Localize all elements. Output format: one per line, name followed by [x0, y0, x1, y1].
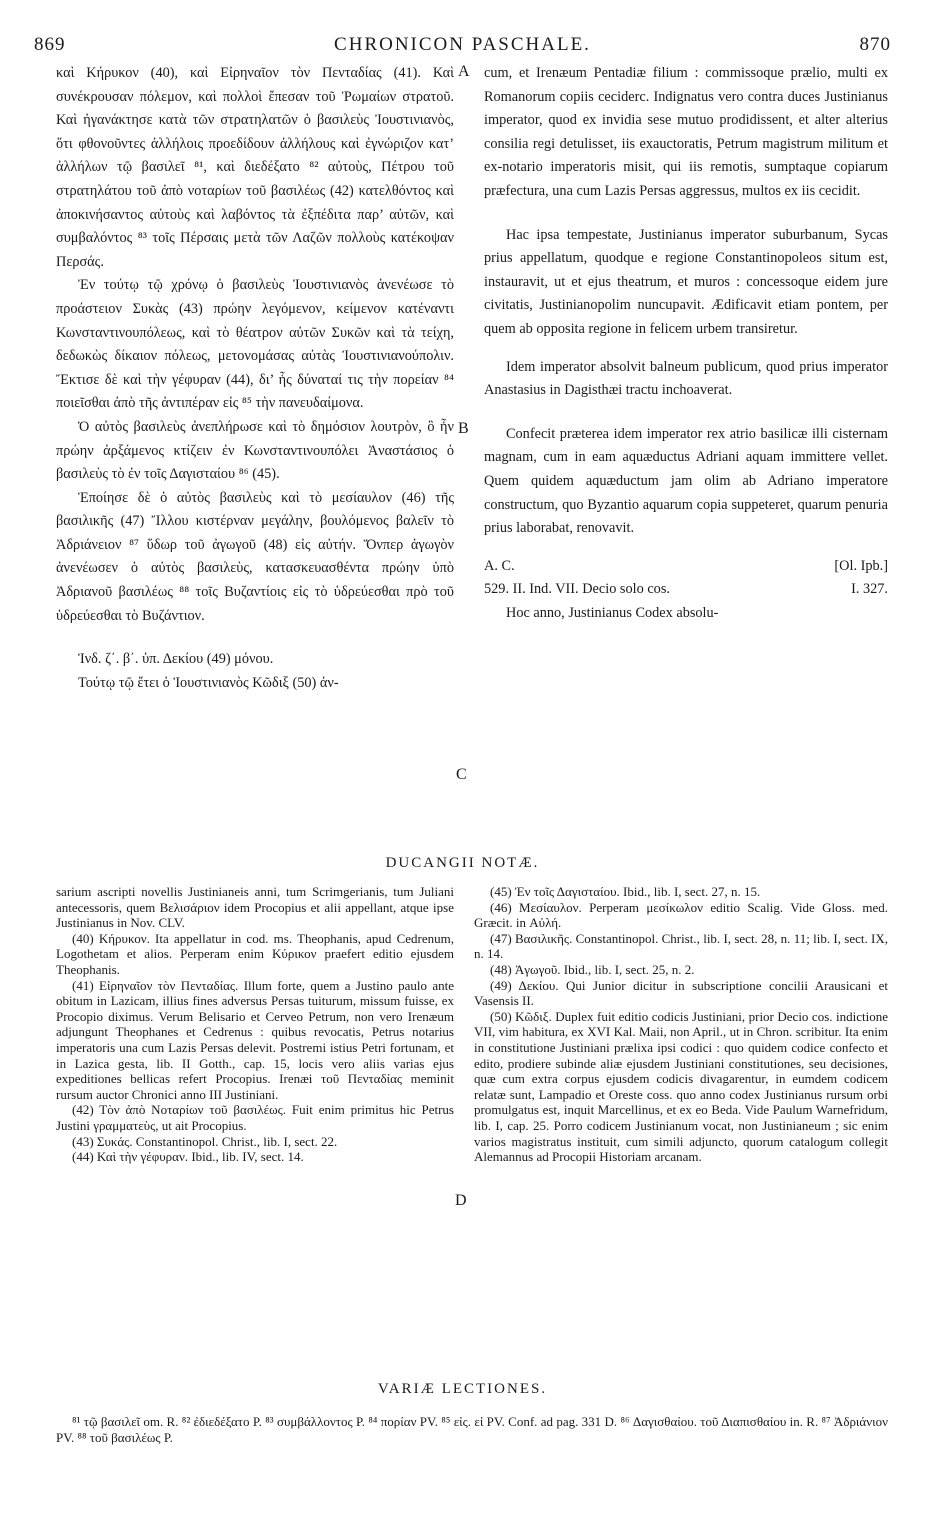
page-number-left: 869 [34, 34, 66, 55]
note-entry: (46) Μεσίαυλον. Perperam μεσίκωλον editio Scalig. Vide Gloss. med. Græcit. in Αὐλή. [474, 899, 888, 931]
note-entry: (47) Βασιλικῆς. Constantinopol. Christ., lib. I, sect. 28, n. 11; lib. I, sect. IX, n. 14. [474, 930, 888, 962]
date-olympiad-entry: I. 327. [851, 581, 888, 598]
note-entry: (45) Ἐν τοῖς Δαγισταίου. Ibid., lib. I, sect. 27, n. 15. [490, 884, 761, 899]
greek-date-line: Ἰνδ. ζ΄. β΄. ὑπ. Δεκίου (49) μόνου. [78, 651, 274, 668]
margin-marker-a: A [458, 63, 470, 80]
latin-paragraph: Confecit præterea idem imperator rex atrio basilicæ illi cisternam magnam, cum in eam aquæductus Adriani aquam immittere vellet. Quem quidem aquæductum jam olim ab Adriano imperatore constructum, quo Byzantio aquarum copia suppeteret, quarum penuria prius laborabat, renovavit. [484, 425, 888, 537]
greek-paragraph: Ἐποίησε δὲ ὁ αὐτὸς βασιλεὺς καὶ τὸ μεσίαυλον (46) τῆς βασιλικῆς (47) Ἴλλου κιστέρναν μεγάλην, βουλόμενος βαλεῖν τὸ Ἀδριάνειον ⁸⁷ ὕδωρ τοῦ ἀγωγοῦ (48) εἰς αὐτήν. Ὅνπερ ἀγωγὸν ἀνενέωσεν ὁ αὐτὸς βασιλεὺς, κατασκευασθέντα πρώην ὑπὸ Ἀδριανοῦ βασιλέως ⁸⁸ τοῖς Βυζαντίοις εἰς τὸ ὑδρεύεσθαι πρὸ τοῦ ὑδρεύεσθαι τὸ Βυζάντιον. [56, 489, 454, 624]
note-entry: (43) Συκάς. Constantinopol. Christ., lib. I, sect. 22. [72, 1133, 338, 1149]
note-entry: (44) Καὶ τὴν γέφυραν. Ibid., lib. IV, sect. 14. [72, 1149, 304, 1165]
greek-paragraph: Ἐν τούτῳ τῷ χρόνῳ ὁ βασιλεὺς Ἰουστινιανὸς ἀνενέωσε τὸ προάστειον Συκὰς (43) πρώην λεγόμενον, κείμενον κατέναντι Κωνσταντινουπόλεως, καὶ τὸ θέατρον αὐτῶν Συκῶν καὶ τὰ τείχη, δεδωκὼς δίκαιον πόλεως, μετονομάσας αὐτὰς Ἰουστινιανούπολιν. Ἔκτισε δὲ καὶ τὴν γέφυραν (44), δι’ ἧς δύναταί τις τὴν πορείαν ⁸⁴ ποιεῖσθαι ἀπὸ τῆς ἀντιπέραν εἰς ⁸⁵ τὴν πανευδαίμονα. [56, 277, 454, 412]
note-entry: (49) Δεκίου. Qui Junior dicitur in subscriptione concilii Arausicani et Vasensis II. [474, 977, 888, 1009]
running-title: CHRONICON PASCHALE. [334, 34, 591, 55]
margin-marker-d: D [455, 1192, 467, 1209]
variant-readings-text: ⁸¹ τῷ βασιλεῖ om. R. ⁸² ἐδιεδέξατο P. ⁸³ συμβάλλοντος P. ⁸⁴ πορίαν PV. ⁸⁵ εἰς. εἰ PV. Conf. ad pag. 331 D. ⁸⁶ Δαγισθαίου. τοῦ Διαπισθαίου in. R. ⁸⁷ Ἀδριάνιον PV. ⁸⁸ τοῦ βασιλέως P. [56, 1414, 888, 1445]
latin-paragraph: cum, et Irenæum Pentadiæ filium : commissoque prælio, multi ex Romanorum copiis ceciderc. Indignatus vero contra duces Justinianus imperator, quod ex invidia sese mutuo prodidissent, et alter alterius consilia regi detulisset, iis exauctoratis, Petrum magistrum militum et ex-notario imperatoris misit, qui iis remotis, sumptaque copiarum præfectura, una cum Lazis Persas aggressus, multos ex iis cecidit. [484, 65, 888, 199]
latin-paragraph: Hac ipsa tempestate, Justinianus imperator suburbanum, Sycas prius appellatum, quodque e regione Constantinopoleos situm est, instauravit, ut et ejus theatrum, et muros : concessoque eidem jure civitatis, Justinianopolim nuncupavit. Ædificavit etiam pontem, per quem ab opposita regione in felicem urbem transiretur. [484, 226, 888, 337]
latin-paragraph: Hoc anno, Justinianus Codex absolu- [506, 604, 719, 621]
page-number-right: 870 [859, 34, 891, 55]
notes-column-left [56, 884, 454, 1165]
latin-text-column [484, 62, 888, 625]
latin-date-header [484, 555, 888, 579]
note-entry: (40) Κήρυκον. Ita appellatur in cod. ms. Theophanis, apud Cedrenum, Logothetam et alios. Perperam enim Κύρικον praefert editio ejusdem Theophanis. [56, 930, 454, 977]
note-entry: (41) Εἰρηναῖον τὸν Πενταδίας. Illum forte, quem a Justino paulo ante obitum in Lazicam, illius fines adversus Persas tuiturum, missum fuisse, ex Procopio diximus. Verum Belisario et Cerveo Petrum, non vero Irenæum adjungunt Theophanes et Cedrenus : quibus revocatis, Petrus notarius imperatoris una cum Lazis Persas delevit. Postremi istius Petri fortunam, et in Lazica gesta, lib. II Gotth., cap. 15, locis vero aliis varias ejus expeditiones bellicas refert Procopius. Irenæi τοῦ Πενταδίας meminit rursum auctor Chronici anno III Justiniani. [56, 977, 454, 1102]
greek-paragraph: Τούτῳ τῷ ἔτει ὁ Ἰουστινιανὸς Κῶδιξ (50) ἀν- [78, 674, 339, 691]
variant-readings-heading: VARIÆ LECTIONES. [377, 1381, 548, 1397]
note-entry: sarium ascripti novellis Justinianeis anni, tum Scrimgerianis, tum Juliani antecessoris, quem Βελισάριον idem Procopius et alii appellant, atque ipse Justinianus in Nov. CLV. [56, 884, 454, 931]
note-entry: (50) Κῶδιξ. Duplex fuit editio codicis Justiniani, prior Decio cos. indictione VII, vim habitura, ex XVI Kal. Maii, non April., ut in Chron. scribitur. Ita enim in constitutione Justiniani prælixa ipsi codici : quo quidem codice confecto et edito, prodiere subinde aliæ ejusdem Justiniani constitutiones, seu decisiones, quæ cum extra corpus ejusdem codicis divagarentur, in eumdem codicem relatæ sunt, Lampadio et Oreste coss. quo anno codex Justinianus rursum orbi promulgatus est, inquit Marcellinus, et ex eo Beda. Vide Paulum Warnefridum, lib. I, cap. 25. Porro codicem Justinianum vocat, non Justinianeum ; sic enim varios magistratus instituit, cum simili adjuncto, quorum catalogum collegit Alemannus ad Procopii Historiam arcanam. [474, 1008, 888, 1165]
note-entry: (48) Ἀγωγοῦ. Ibid., lib. I, sect. 25, n. 2. [490, 961, 695, 977]
running-header [34, 34, 891, 60]
margin-marker-c: C [456, 766, 467, 783]
variant-readings [56, 1414, 888, 1446]
notes-heading: DUCANGII NOTÆ. [385, 855, 540, 871]
latin-paragraph: Idem imperator absolvit balneum publicum, quod prius imperator Anastasius in Dagisthæi tractu inchoaverat. [484, 358, 888, 399]
notes-column-right [474, 884, 888, 1165]
date-olympiad-label: [Ol. Ipb.] [834, 557, 888, 574]
margin-marker-b: B [458, 420, 469, 437]
note-entry: (42) Τὸν ἀπὸ Νοταρίων τοῦ βασιλέως. Fuit enim primitus hic Petrus Justini γραμματεὺς, ut ait Procopius. [56, 1102, 454, 1133]
latin-date-row [484, 578, 888, 602]
date-year-entry: 529. II. Ind. VII. Decio solo cos. [484, 581, 670, 598]
greek-paragraph: Ὁ αὐτὸς βασιλεὺς ἀνεπλήρωσε καὶ τὸ δημόσιον λουτρὸν, ὃ ἦν πρώην ἀρξάμενος κτίζειν ἐν Κωνσταντινουπόλει Ἀναστάσιος ὁ βασιλεὺς τὸ ἐν τοῖς Δαγισταίου ⁸⁶ (45). [56, 418, 454, 483]
greek-text-column [56, 62, 454, 695]
greek-paragraph: καὶ Κήρυκον (40), καὶ Εἰρηναῖον τὸν Πενταδίας (41). Καὶ συνέκρουσαν πόλεμον, καὶ πολλοὶ ἔπεσαν τοῦ Ῥωμαίων στρατοῦ. Καὶ ἠγανάκτησε κατὰ τῶν στρατηλατῶν ὁ βασιλεὺς Ἰουστινιανὸς, ὅτι φθονοῦντες ἀλλήλοις προεδίδουν ἀλλήλους καὶ ἐγνώριζον κατ’ ἀλλήλων τῷ βασιλεῖ ⁸¹, καὶ διεδέξατο ⁸² αὐτοὺς, Πέτρου τοῦ στρατηλάτου τοῦ ἀπὸ νοταρίων τοῦ βασιλέως (42) κατελθόντος καὶ ἀποκινήσαντος αὐτοὺς καὶ λαβόντος τὰ ἐξπέδιτα παρ’ αὐτῶν, καὶ συμβαλόντος ⁸³ τοῖς Πέρσαις μετὰ τῶν Λαζῶν πολλοὺς κατέκοψαν Περσάς. [56, 65, 454, 270]
date-era-label: A. C. [484, 557, 515, 574]
